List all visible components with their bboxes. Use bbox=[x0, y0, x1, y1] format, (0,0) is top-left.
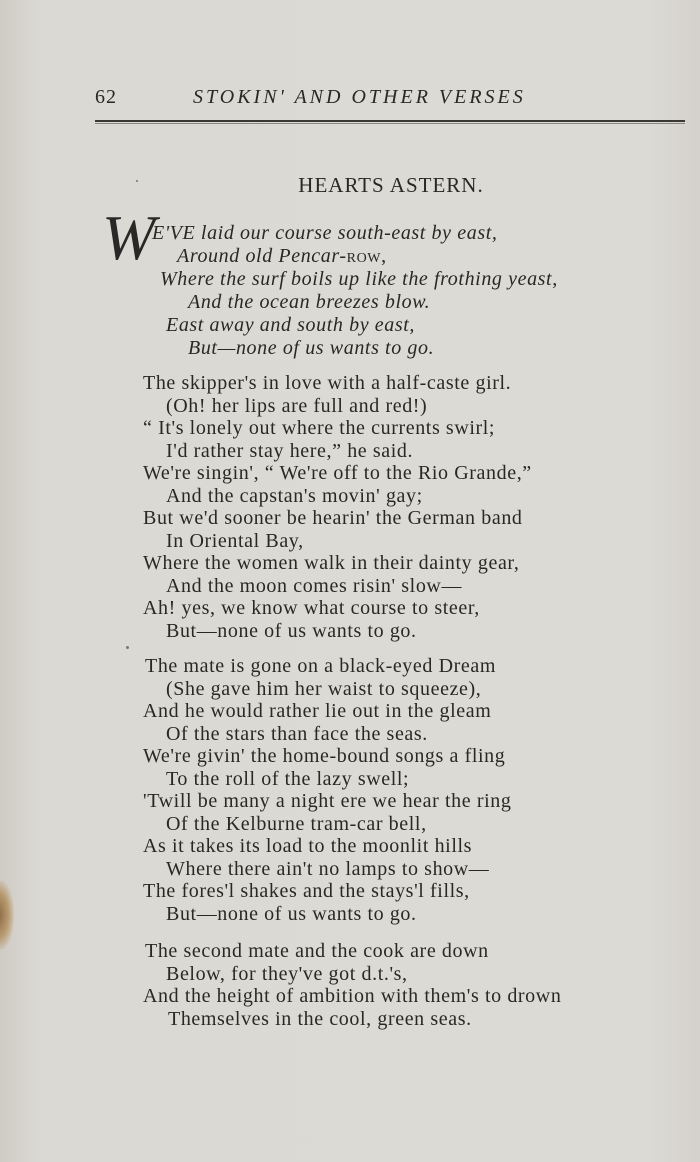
poem-line: I'd rather stay here,” he said. bbox=[166, 440, 414, 462]
poem-line: And the moon comes risin' slow— bbox=[166, 575, 463, 597]
poem-line: And the ocean breezes blow. bbox=[188, 291, 431, 313]
poem-line: The mate is gone on a black-eyed Dream bbox=[145, 655, 496, 677]
poem-line: Ah! yes, we know what course to steer, bbox=[143, 597, 480, 619]
poem-line: The fores'l shakes and the stays'l fills, bbox=[143, 880, 470, 902]
poem-line: The skipper's in love with a half-caste girl. bbox=[143, 372, 512, 394]
poem-line: Of the stars than face the seas. bbox=[166, 723, 428, 745]
poem-line: We're givin' the home-bound songs a fling bbox=[143, 745, 506, 767]
poem-line: Where the women walk in their dainty gear, bbox=[143, 552, 520, 574]
header-rule-thin bbox=[95, 123, 685, 124]
poem-line: E'VE laid our course south-east by east, bbox=[152, 222, 498, 244]
page-number: 62 bbox=[95, 86, 117, 108]
poem-line: East away and south by east, bbox=[166, 314, 416, 336]
poem-line: Below, for they've got d.t.'s, bbox=[166, 963, 408, 985]
poem-line: And he would rather lie out in the gleam bbox=[143, 700, 492, 722]
poem-line: And the capstan's movin' gay; bbox=[166, 485, 423, 507]
running-title: STOKIN' AND OTHER VERSES bbox=[193, 86, 526, 108]
poem-line: To the roll of the lazy swell; bbox=[166, 768, 410, 790]
poem-line: We're singin', “ We're off to the Rio Grande,” bbox=[143, 462, 532, 484]
poem-line: And the height of ambition with them's to drown bbox=[143, 985, 562, 1007]
header-rule bbox=[95, 120, 685, 122]
poem-line-smallcaps: row, bbox=[346, 245, 387, 267]
poem-line: Where the surf boils up like the frothing yeast, bbox=[160, 268, 558, 290]
poem-title: HEARTS ASTERN. bbox=[298, 173, 484, 197]
running-head bbox=[95, 86, 590, 114]
paper-speck bbox=[126, 646, 129, 649]
paper-stain bbox=[0, 880, 14, 950]
paper-speck bbox=[136, 180, 138, 182]
poem-line: “ It's lonely out where the currents swirl; bbox=[143, 417, 496, 439]
poem-line-part: Around old Pencar- bbox=[177, 245, 347, 267]
poem-line: The second mate and the cook are down bbox=[145, 940, 489, 962]
poem-line: Where there ain't no lamps to show— bbox=[166, 858, 490, 880]
poem-line: But we'd sooner be hearin' the German band bbox=[143, 507, 523, 529]
poem-line: But—none of us wants to go. bbox=[166, 620, 417, 642]
poem-line: 'Twill be many a night ere we hear the ring bbox=[143, 790, 512, 812]
poem-line: (She gave him her waist to squeeze), bbox=[166, 678, 482, 700]
drop-cap: W bbox=[102, 202, 156, 273]
poem-line bbox=[177, 245, 387, 267]
poem-line: But—none of us wants to go. bbox=[188, 337, 435, 359]
poem-line: But—none of us wants to go. bbox=[166, 903, 417, 925]
poem-line: Of the Kelburne tram-car bell, bbox=[166, 813, 427, 835]
poem-line: In Oriental Bay, bbox=[166, 530, 304, 552]
poem-line: (Oh! her lips are full and red!) bbox=[166, 395, 428, 417]
poem-line: Themselves in the cool, green seas. bbox=[168, 1008, 472, 1030]
poem-line: As it takes its load to the moonlit hills bbox=[143, 835, 473, 857]
